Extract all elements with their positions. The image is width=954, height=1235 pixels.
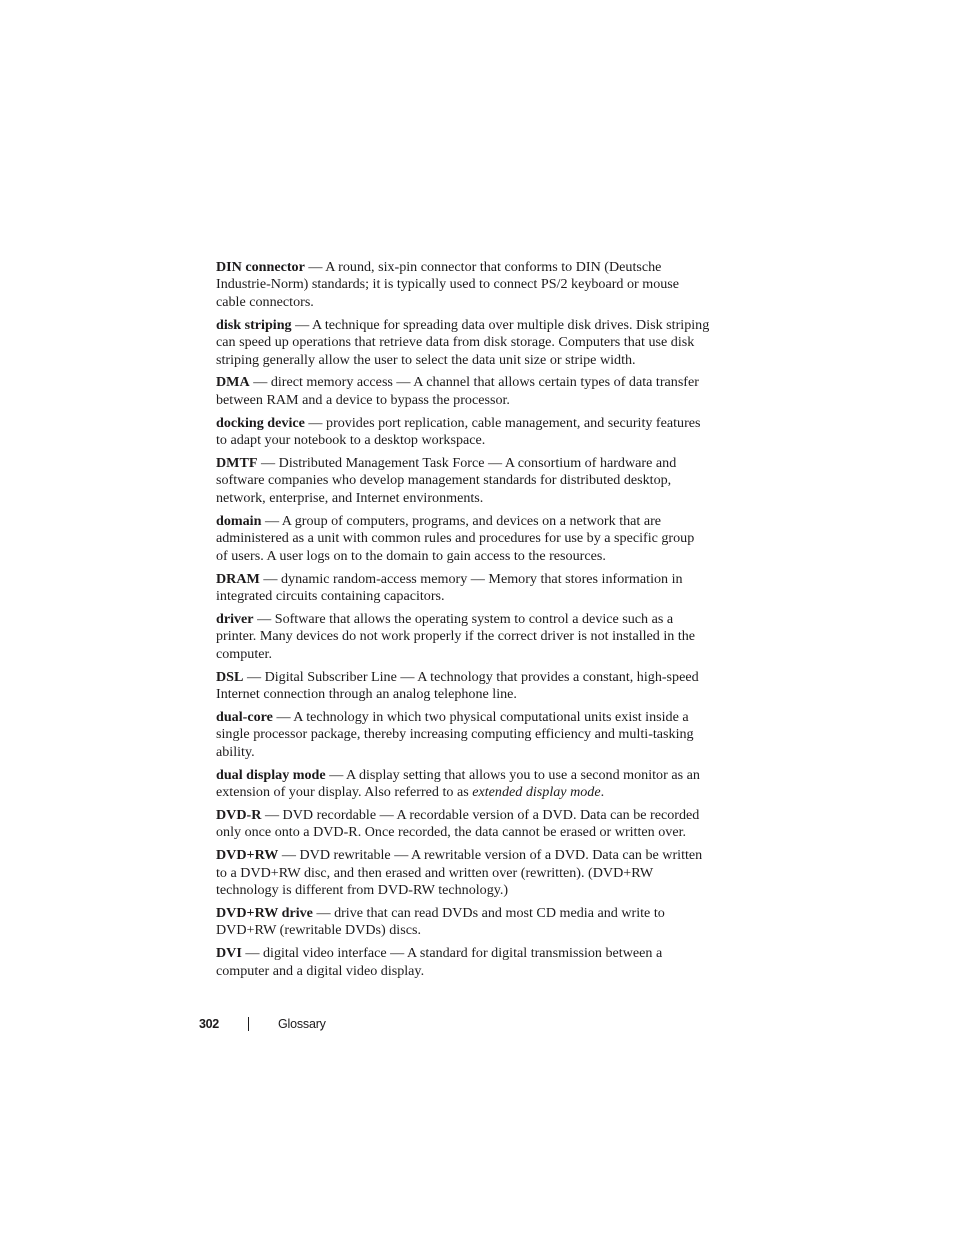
glossary-term: DVI xyxy=(216,945,242,962)
entry-line xyxy=(216,317,721,334)
glossary-term: DIN connector xyxy=(216,259,305,275)
definition-text: — digital video interface — A standard for digital transmission between a xyxy=(245,945,663,962)
glossary-entry xyxy=(216,513,721,565)
entry-line xyxy=(216,432,721,449)
glossary-list xyxy=(216,259,721,986)
glossary-entry xyxy=(216,455,721,507)
definition-text: of users. A user logs on to the domain to gain access to the resources. xyxy=(216,547,606,564)
definition-text: striping generally allow the user to select the data unit size or stripe width. xyxy=(216,351,636,368)
section-title: Glossary xyxy=(278,1017,326,1031)
definition-text: Industrie-Norm) standards; it is typically used to connect PS/2 keyboard or mouse xyxy=(216,276,680,293)
definition-text: computer and a digital video display. xyxy=(216,962,425,979)
entry-line xyxy=(216,352,721,369)
entry-line xyxy=(216,490,721,507)
definition-text: — dynamic random-access memory — Memory that stores information in xyxy=(263,570,683,587)
definition-text: Internet connection through an analog telephone line. xyxy=(216,685,517,702)
entry-line xyxy=(216,392,721,409)
glossary-entry xyxy=(216,611,721,663)
entry-line xyxy=(216,571,721,588)
entry-line xyxy=(216,513,721,530)
entry-line xyxy=(216,922,721,939)
definition-text: extension of your display. Also referred to as xyxy=(216,783,473,800)
entry-line xyxy=(216,847,721,864)
entry-line xyxy=(216,865,721,882)
entry-line xyxy=(216,807,721,824)
definition-text: single processor package, thereby increasing computing efficiency and multi-tasking xyxy=(216,726,694,743)
entry-line xyxy=(216,945,721,962)
entry-line xyxy=(216,646,721,663)
glossary-entry xyxy=(216,847,721,899)
glossary-entry xyxy=(216,317,721,369)
glossary-entry xyxy=(216,807,721,842)
definition-text: printer. Many devices do not work properly if the correct driver is not installed in the xyxy=(216,628,696,645)
entry-line xyxy=(216,455,721,472)
definition-text: cable connectors. xyxy=(216,293,314,310)
entry-line xyxy=(216,294,721,311)
definition-text: between RAM and a device to bypass the processor. xyxy=(216,391,510,408)
entry-line xyxy=(216,767,721,784)
entry-line xyxy=(216,548,721,565)
definition-text: network, enterprise, and Internet environments. xyxy=(216,489,484,506)
definition-text: — drive that can read DVDs and most CD media and write to xyxy=(316,904,665,921)
definition-text: . xyxy=(600,783,605,800)
glossary-term: DVD+RW drive xyxy=(216,904,313,921)
entry-line xyxy=(216,415,721,432)
entry-line xyxy=(216,588,721,605)
glossary-term: domain xyxy=(216,512,262,529)
glossary-entry xyxy=(216,945,721,980)
entry-line xyxy=(216,709,721,726)
glossary-entry xyxy=(216,259,721,311)
definition-text: — Distributed Management Task Force — A consortium of hardware and xyxy=(261,455,677,472)
definition-text: — A display setting that allows you to use a second monitor as an xyxy=(329,766,700,783)
definition-text: — A technology in which two physical computational units exist inside a xyxy=(276,708,689,725)
glossary-entry xyxy=(216,709,721,761)
entry-line xyxy=(216,530,721,547)
definition-text: — DVD recordable — A recordable version of a DVD. Data can be recorded xyxy=(264,806,700,823)
definition-italic-text: extended display mode xyxy=(472,783,601,800)
definition-text: — DVD rewritable — A rewritable version of a DVD. Data can be written xyxy=(281,847,703,864)
definition-text: integrated circuits containing capacitors. xyxy=(216,587,445,604)
glossary-entry xyxy=(216,905,721,940)
glossary-term: dual-core xyxy=(216,708,273,725)
definition-text: to a DVD+RW disc, and then erased and written over (rewritten). (DVD+RW xyxy=(216,864,654,881)
entry-line xyxy=(216,334,721,351)
page-number: 302 xyxy=(199,1017,219,1031)
glossary-term: DRAM xyxy=(216,570,260,587)
definition-text: to adapt your notebook to a desktop workspace. xyxy=(216,432,486,449)
entry-line xyxy=(216,824,721,841)
glossary-term: driver xyxy=(216,610,254,627)
glossary-term: DMTF xyxy=(216,455,258,472)
definition-text: administered as a unit with common rules and procedures for use by a specific group xyxy=(216,530,695,547)
entry-line xyxy=(216,472,721,489)
definition-text: technology is different from DVD-RW technology.) xyxy=(216,882,509,898)
definition-text: — A group of computers, programs, and devices on a network that are xyxy=(264,512,662,529)
entry-line xyxy=(216,669,721,686)
glossary-entry xyxy=(216,669,721,704)
entry-line xyxy=(216,374,721,391)
entry-line xyxy=(216,276,721,293)
entry-line xyxy=(216,882,721,899)
entry-line xyxy=(216,726,721,743)
glossary-entry xyxy=(216,767,721,802)
glossary-term: DMA xyxy=(216,374,250,391)
definition-text: can speed up operations that retrieve data from disk storage. Computers that use disk xyxy=(216,334,695,351)
glossary-term: disk striping xyxy=(216,316,292,333)
entry-line xyxy=(216,963,721,980)
entry-line xyxy=(216,905,721,922)
entry-line xyxy=(216,744,721,761)
definition-text: — A round, six-pin connector that conforms to DIN (Deutsche xyxy=(308,259,662,275)
definition-text: computer. xyxy=(216,645,272,662)
glossary-term: DVD+RW xyxy=(216,847,279,864)
glossary-term: docking device xyxy=(216,414,305,431)
glossary-entry xyxy=(216,571,721,606)
entry-line xyxy=(216,259,721,276)
definition-text: DVD+RW (rewritable DVDs) discs. xyxy=(216,922,421,939)
definition-text: — A technique for spreading data over multiple disk drives. Disk striping xyxy=(295,316,710,333)
definition-text: — Digital Subscriber Line — A technology that provides a constant, high-speed xyxy=(246,668,699,685)
glossary-entry xyxy=(216,415,721,450)
entry-line xyxy=(216,686,721,703)
entry-line xyxy=(216,784,721,801)
glossary-entry xyxy=(216,374,721,409)
glossary-term: DVD-R xyxy=(216,806,262,823)
definition-text: — provides port replication, cable management, and security features xyxy=(308,414,701,431)
entry-line xyxy=(216,628,721,645)
definition-text: only once onto a DVD-R. Once recorded, the data cannot be erased or written over. xyxy=(216,824,687,841)
definition-text: — direct memory access — A channel that allows certain types of data transfer xyxy=(253,374,699,391)
definition-text: — Software that allows the operating system to control a device such as a xyxy=(257,610,674,627)
entry-line xyxy=(216,611,721,628)
footer-separator xyxy=(248,1017,249,1031)
definition-text: software companies who develop management standards for distributed desktop, xyxy=(216,472,672,489)
definition-text: ability. xyxy=(216,743,255,760)
glossary-term: dual display mode xyxy=(216,766,326,783)
glossary-term: DSL xyxy=(216,668,244,685)
